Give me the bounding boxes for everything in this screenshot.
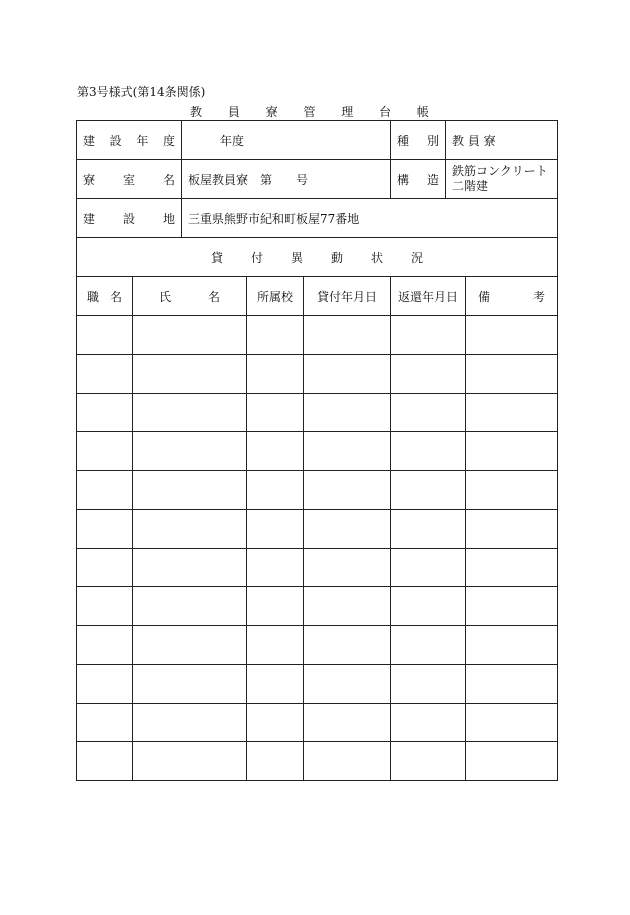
column-header-school: 所属校	[247, 277, 304, 316]
title-cell	[77, 471, 133, 510]
school-cell	[247, 471, 304, 510]
construction-year-label: 建 設 年 度	[77, 121, 182, 160]
table-row	[77, 393, 558, 432]
return-date-cell	[391, 393, 466, 432]
name-cell	[133, 548, 247, 587]
loan-date-cell	[304, 664, 391, 703]
table-row	[77, 354, 558, 393]
loan-date-cell	[304, 626, 391, 665]
title-cell	[77, 664, 133, 703]
title-cell	[77, 703, 133, 742]
loan-date-cell	[304, 509, 391, 548]
return-date-cell	[391, 587, 466, 626]
column-header-loan-date: 貸付年月日	[304, 277, 391, 316]
structure-value-line1: 鉄筋コンクリート	[452, 164, 548, 178]
title-cell	[77, 354, 133, 393]
return-date-cell	[391, 664, 466, 703]
title-cell	[77, 316, 133, 355]
loan-date-cell	[304, 354, 391, 393]
remarks-cell	[466, 626, 558, 665]
school-cell	[247, 509, 304, 548]
return-date-cell	[391, 703, 466, 742]
remarks-cell	[466, 432, 558, 471]
table-row	[77, 587, 558, 626]
dormitory-ledger-table	[76, 120, 558, 781]
remarks-cell	[466, 471, 558, 510]
name-cell	[133, 316, 247, 355]
location-value: 三重県熊野市紀和町板屋77番地	[182, 199, 558, 238]
table-row	[77, 664, 558, 703]
location-row	[77, 199, 558, 238]
return-date-cell	[391, 742, 466, 781]
school-cell	[247, 703, 304, 742]
column-header-row	[77, 277, 558, 316]
remarks-cell	[466, 703, 558, 742]
table-row	[77, 471, 558, 510]
remarks-cell	[466, 664, 558, 703]
table-row	[77, 626, 558, 665]
return-date-cell	[391, 471, 466, 510]
form-number-label: 第3号様式(第14条関係)	[77, 85, 206, 99]
name-cell	[133, 393, 247, 432]
return-date-cell	[391, 626, 466, 665]
school-cell	[247, 432, 304, 471]
loan-date-cell	[304, 742, 391, 781]
column-header-title: 職名	[77, 277, 133, 316]
title-cell	[77, 742, 133, 781]
return-date-cell	[391, 548, 466, 587]
document-title: 教 員 寮 管 理 台 帳	[190, 105, 440, 119]
school-cell	[247, 354, 304, 393]
name-cell	[133, 354, 247, 393]
remarks-cell	[466, 509, 558, 548]
school-cell	[247, 393, 304, 432]
remarks-cell	[466, 393, 558, 432]
name-cell	[133, 432, 247, 471]
remarks-cell	[466, 587, 558, 626]
school-cell	[247, 548, 304, 587]
column-header-return-date: 返還年月日	[391, 277, 466, 316]
room-name-value: 板屋教員寮 第 号	[182, 160, 391, 199]
school-cell	[247, 316, 304, 355]
table-row	[77, 316, 558, 355]
name-cell	[133, 703, 247, 742]
section-title: 貸付異動状況	[77, 238, 558, 277]
column-header-remarks: 備考	[466, 277, 558, 316]
type-value: 教 員 寮	[446, 121, 558, 160]
name-cell	[133, 742, 247, 781]
table-row	[77, 509, 558, 548]
room-name-row	[77, 160, 558, 199]
title-cell	[77, 548, 133, 587]
type-label: 種 別	[391, 121, 446, 160]
school-cell	[247, 742, 304, 781]
structure-label: 構 造	[391, 160, 446, 199]
name-cell	[133, 626, 247, 665]
remarks-cell	[466, 742, 558, 781]
structure-value	[446, 160, 558, 199]
loan-date-cell	[304, 393, 391, 432]
loan-date-cell	[304, 471, 391, 510]
return-date-cell	[391, 509, 466, 548]
room-name-label: 寮 室 名	[77, 160, 182, 199]
loan-date-cell	[304, 432, 391, 471]
table-row	[77, 548, 558, 587]
loan-date-cell	[304, 587, 391, 626]
section-title-row	[77, 238, 558, 277]
title-cell	[77, 509, 133, 548]
remarks-cell	[466, 354, 558, 393]
remarks-cell	[466, 316, 558, 355]
name-cell	[133, 471, 247, 510]
construction-year-row	[77, 121, 558, 160]
title-cell	[77, 432, 133, 471]
title-cell	[77, 587, 133, 626]
column-header-name: 氏名	[133, 277, 247, 316]
loan-date-cell	[304, 316, 391, 355]
loan-date-cell	[304, 548, 391, 587]
remarks-cell	[466, 548, 558, 587]
title-cell	[77, 393, 133, 432]
name-cell	[133, 509, 247, 548]
school-cell	[247, 626, 304, 665]
table-row	[77, 432, 558, 471]
construction-year-value: 年度	[182, 121, 391, 160]
loan-date-cell	[304, 703, 391, 742]
table-row	[77, 742, 558, 781]
school-cell	[247, 587, 304, 626]
location-label: 建 設 地	[77, 199, 182, 238]
return-date-cell	[391, 316, 466, 355]
return-date-cell	[391, 432, 466, 471]
title-cell	[77, 626, 133, 665]
structure-value-line2: 二階建	[452, 179, 489, 193]
school-cell	[247, 664, 304, 703]
return-date-cell	[391, 354, 466, 393]
name-cell	[133, 664, 247, 703]
table-row	[77, 703, 558, 742]
name-cell	[133, 587, 247, 626]
